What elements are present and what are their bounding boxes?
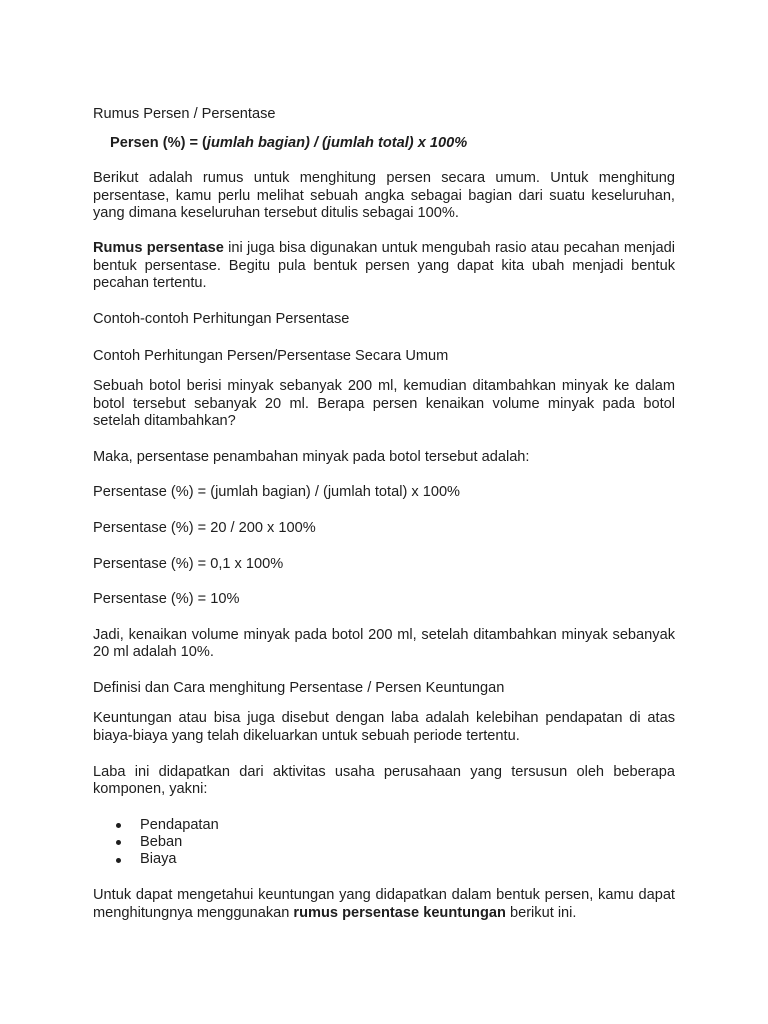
components-intro: Laba ini didapatkan dari aktivitas usaha perusahaan yang tersusun oleh beberapa komponen, yakni: [93,763,675,798]
closing-paragraph [93,887,675,922]
conclusion-paragraph: Jadi, kenaikan volume minyak pada botol 200 ml, setelah ditambahkan minyak sebanyak 20 ml adalah 10%. [93,626,675,661]
list-item: Biaya [93,851,675,868]
formula-lead: Persen (%) = ( [110,134,207,151]
document-page [93,106,675,922]
problem-paragraph: Sebuah botol berisi minyak sebanyak 200 ml, kemudian ditambahkan minyak ke dalam botol tersebut sebanyak 20 ml. Berapa persen kenaikan volume minyak pada botol setelah ditambahkan? [93,377,675,430]
calc-step-2: Persentase (%) = 20 / 200 x 100% [93,519,316,536]
then-paragraph: Maka, persentase penambahan minyak pada botol tersebut adalah: [93,448,530,465]
calc-step-3: Persentase (%) = 0,1 x 100% [93,555,284,572]
usage-bold: Rumus persentase [93,239,224,256]
usage-rest: ini juga bisa digunakan untuk mengubah rasio atau pecahan menjadi bentuk persentase. Begitu pula bentuk persen yang dapat kita ubah menjadi bentuk pecahan tertentu. [93,239,675,292]
usage-paragraph [93,240,675,293]
profit-heading: Definisi dan Cara menghitung Persentase / Persen Keuntungan [93,679,505,696]
components-list [93,817,675,868]
closing-before: Untuk dapat mengetahui keuntungan yang didapatkan dalam bentuk persen, kamu dapat menghitungnya menggunakan [93,887,675,921]
closing-after: berikut ini. [505,904,577,921]
calc-step-1: Persentase (%) = (jumlah bagian) / (jumlah total) x 100% [93,484,461,501]
calc-step-4: Persentase (%) = 10% [93,591,240,608]
bullet-icon [116,840,121,845]
examples-heading: Contoh-contoh Perhitungan Persentase [93,310,350,327]
list-item: Pendapatan [93,817,675,834]
bullet-icon [116,823,121,828]
general-example-heading: Contoh Perhitungan Persen/Persentase Secara Umum [93,348,449,365]
closing-bold: rumus persentase keuntungan [293,904,506,921]
bullet-icon [116,858,121,863]
formula-italic: jumlah bagian) / (jumlah total) x 100% [206,134,468,151]
profit-definition: Keuntungan atau bisa juga disebut dengan laba adalah kelebihan pendapatan di atas biaya-biaya yang telah dikeluarkan untuk sebuah periode tertentu. [93,710,675,745]
percent-formula [93,135,675,153]
list-item: Beban [93,834,675,851]
section-title: Rumus Persen / Persentase [93,106,276,122]
intro-paragraph: Berikut adalah rumus untuk menghitung persen secara umum. Untuk menghitung persentase, kamu perlu melihat sebuah angka sebagai bagian dari suatu keseluruhan, yang dimana keseluruhan tersebut ditulis sebagai 100%. [93,170,675,222]
